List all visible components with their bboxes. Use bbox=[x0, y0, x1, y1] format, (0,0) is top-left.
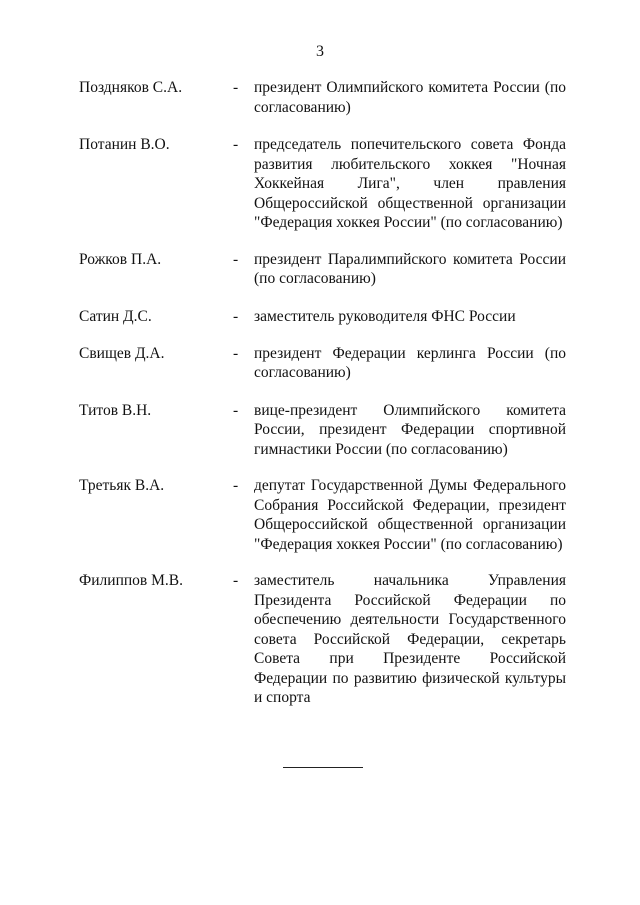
member-entry bbox=[0, 344, 640, 384]
member-name: Потанин В.О. bbox=[79, 136, 170, 153]
member-role: вице-президент Олимпийского комитета России, президент Федерации спортивной гимнастики России (по согласованию) bbox=[254, 401, 566, 458]
member-name: Филиппов М.В. bbox=[79, 572, 183, 589]
member-entry bbox=[0, 135, 640, 233]
member-dash: - bbox=[233, 344, 239, 362]
member-dash: - bbox=[233, 572, 239, 589]
member-role: заместитель руководителя ФНС России bbox=[254, 307, 516, 325]
member-dash: - bbox=[233, 307, 239, 325]
member-name: Поздняков С.А. bbox=[79, 79, 183, 96]
member-dash: - bbox=[233, 136, 239, 153]
member-name: Свищев Д.А. bbox=[79, 344, 165, 362]
member-role: президент Олимпийского комитета России (по согласованию) bbox=[254, 79, 566, 116]
member-entry bbox=[0, 401, 640, 460]
member-dash: - bbox=[233, 477, 239, 494]
member-entry bbox=[0, 250, 640, 290]
member-role: президент Федерации керлинга России (по согласованию) bbox=[254, 344, 566, 381]
end-rule bbox=[283, 767, 363, 768]
member-dash: - bbox=[233, 250, 239, 268]
member-role: заместитель начальника Управления Президента Российской Федерации по обеспечению деятельности Государственного совета Российской Федерации, секретарь Совета при Президенте Российской Федерации по развитию физической культуры и спорта bbox=[254, 572, 566, 706]
member-list bbox=[0, 78, 640, 725]
member-name: Сатин Д.С. bbox=[79, 307, 152, 325]
member-name: Третьяк В.А. bbox=[79, 477, 165, 494]
member-role: президент Паралимпийского комитета России (по согласованию) bbox=[254, 250, 566, 287]
member-entry bbox=[0, 307, 640, 327]
member-name: Рожков П.А. bbox=[79, 250, 162, 268]
member-name: Титов В.Н. bbox=[79, 401, 152, 419]
page-number: 3 bbox=[316, 43, 324, 60]
member-entry bbox=[0, 78, 640, 118]
member-dash: - bbox=[233, 401, 239, 419]
member-role: депутат Государственной Думы Федерального Собрания Российской Федерации, президент Общероссийской общественной организации "Федерация хоккея России" (по согласованию) bbox=[254, 477, 566, 553]
member-role: председатель попечительского совета Фонда развития любительского хоккея "Ночная Хоккейная Лига", член правления Общероссийской общественной организации "Федерация хоккея России" (по согласованию) bbox=[254, 136, 566, 231]
member-entry bbox=[0, 571, 640, 708]
member-dash: - bbox=[233, 79, 239, 96]
member-entry bbox=[0, 476, 640, 554]
